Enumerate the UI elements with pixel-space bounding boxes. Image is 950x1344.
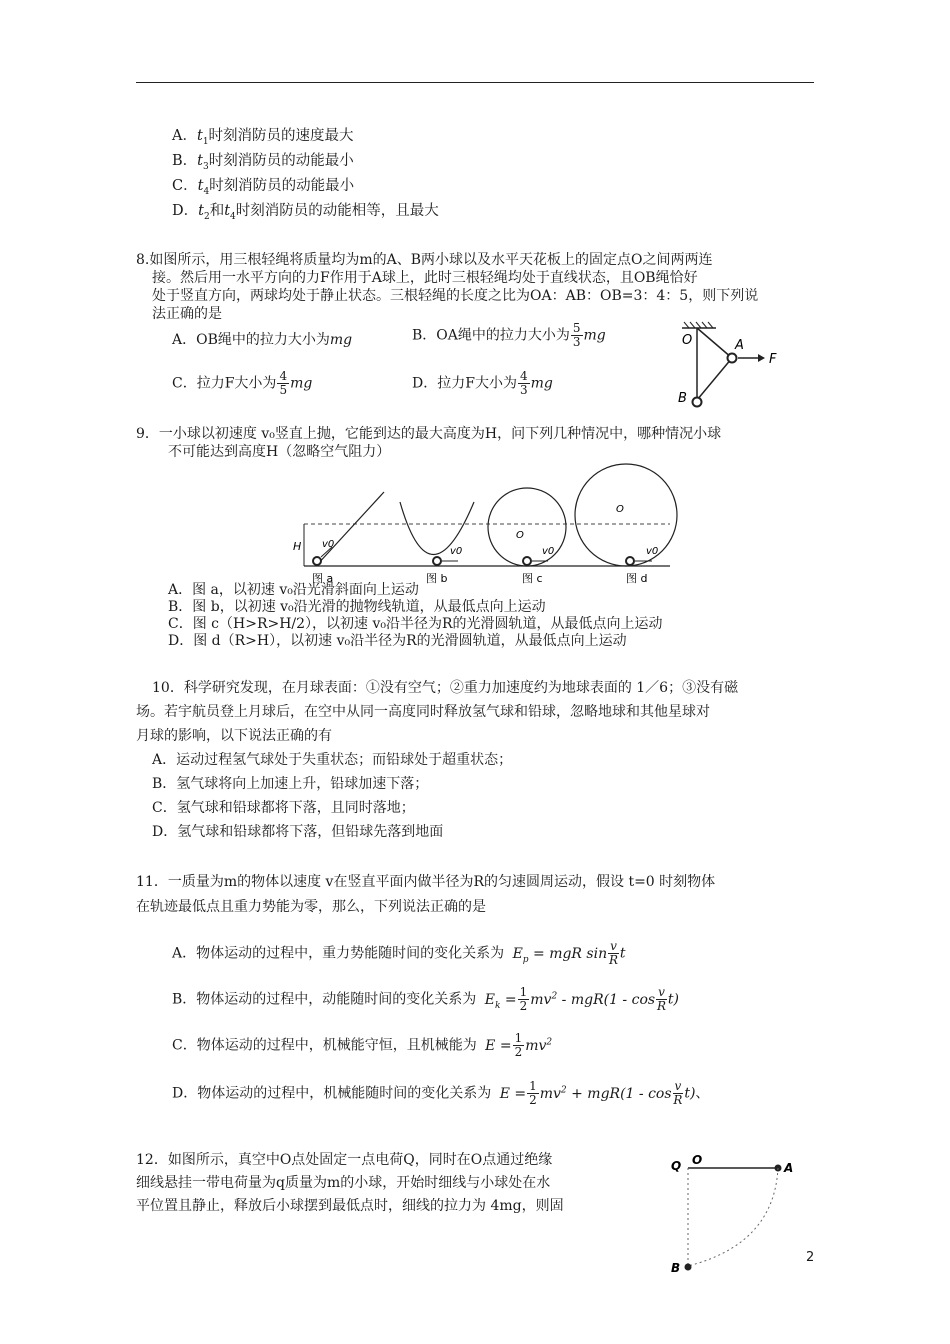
q8-option-b: B．OA绳中的拉力大小为 $\frac{5}{3}$ mg xyxy=(412,321,606,349)
q10-option-a: A．运动过程氢气球处于失重状态；而铅球处于超重状态； xyxy=(152,752,513,768)
svg-text:O: O xyxy=(516,530,524,541)
q11-text-line1: 11．一质量为m的物体以速度 v在竖直平面内做半径为R的匀速圆周运动，假设 t=0 时刻物体 xyxy=(136,874,716,890)
rope-oa xyxy=(697,328,732,358)
q9-text-line1: 9．一小球以初速度 v₀竖直上抛，它能到达的最大高度为H，问下列几种情况中，哪种情况小球 xyxy=(136,426,722,442)
label-fig-a: 图 a xyxy=(312,572,334,585)
svg-text:v0: v0 xyxy=(450,546,463,557)
incline-a xyxy=(316,492,384,566)
label-fig-c: 图 c xyxy=(522,572,543,585)
label-q: Q xyxy=(671,1159,682,1173)
q12-text-line1: 12．如图所示，真空中O点处固定一点电荷Q，同时在O点通过绝缘 xyxy=(136,1152,553,1168)
q10-option-d: D．氢气球和铅球都将下落，但铅球先落到地面 xyxy=(152,824,444,840)
q7-option-b: B．$t_3$时刻消防员的动能最小 xyxy=(172,153,354,172)
q11-option-a: A．物体运动的过程中，重力势能随时间的变化关系为 $E_p$ = mgR sin $\frac{v}{R}$ t xyxy=(172,939,626,967)
q9-option-c: C．图 c（H>R>H/2），以初速 v₀沿半径为R的光滑圆轨道，从最低点向上运动 xyxy=(168,616,663,632)
q8-text-line1: 8.如图所示，用三根轻绳将质量均为m的A、B两小球以及水平天花板上的固定点O之间两两连 xyxy=(136,252,713,268)
parabola-b xyxy=(400,502,474,555)
ball-b xyxy=(693,398,702,407)
label-b: B xyxy=(671,1261,681,1275)
q10-text-line3: 月球的影响，以下说法正确的有 xyxy=(136,728,332,744)
q11-option-c: C．物体运动的过程中，机械能守恒，且机械能为 E = $\frac{1}{2}$ $mv^2$ xyxy=(172,1031,553,1060)
q10-text-line2: 场。若宇航员登上月球后，在空中从同一高度同时释放氢气球和铅球，忽略地球和其他星球对 xyxy=(136,704,710,720)
q11-option-b: B．物体运动的过程中，动能随时间的变化关系为 $E_k$ = $\frac{1}{2}$ $mv^2 - mgR(1$ - cos $\frac{v}{R}$ t) xyxy=(172,985,679,1014)
header-rule xyxy=(136,82,814,83)
ball-a xyxy=(728,354,737,363)
q10-text-line1: 10．科学研究发现，在月球表面：①没有空气；②重力加速度约为地球表面的 1／6；③没有磁 xyxy=(152,680,739,696)
q9-figure xyxy=(290,462,690,590)
q8-figure xyxy=(672,318,792,413)
q9-text-line2: 不可能达到高度H（忽略空气阻力） xyxy=(168,444,391,460)
q9-option-a: A．图 a，以初速 v₀沿光滑斜面向上运动 xyxy=(168,582,419,598)
q8-text-line3: 处于竖直方向，两球均处于静止状态。三根轻绳的长度之比为OA：AB：OB=3：4：5，则下列说 xyxy=(152,288,759,304)
page-number: 2 xyxy=(806,1250,815,1265)
ball-b xyxy=(685,1264,692,1271)
q8-option-c: C．拉力F大小为 $\frac{4}{5}$ mg xyxy=(172,369,313,397)
q11-option-d: D．物体运动的过程中，机械能随时间的变化关系为 E = $\frac{1}{2}$ $mv^2 + mgR(1 - \cos$ $\frac{v}{R}$ t)、 xyxy=(172,1079,710,1108)
svg-text:v0: v0 xyxy=(542,546,555,557)
q9-option-b: B．图 b，以初速 v₀沿光滑的抛物线轨道，从最低点向上运动 xyxy=(168,599,546,615)
svg-text:v0: v0 xyxy=(646,546,659,557)
q12-text-line2: 细线悬挂一带电荷量为q质量为m的小球，开始时细线与小球处在水 xyxy=(136,1175,551,1191)
label-o: O xyxy=(692,1154,703,1167)
q10-option-b: B．氢气球将向上加速上升，铅球加速下落； xyxy=(152,776,429,792)
rope-ab xyxy=(697,358,732,400)
q8-option-a: A．OB绳中的拉力大小为mg xyxy=(172,332,353,348)
label-fig-d: 图 d xyxy=(626,572,648,585)
swing-arc xyxy=(688,1168,778,1266)
label-fig-b: 图 b xyxy=(426,572,448,585)
q8-text-line2: 接。然后用一水平方向的力F作用于A球上，此时三根轻绳均处于直线状态，且OB绳恰好 xyxy=(152,270,698,286)
q11-text-line2: 在轨迹最低点且重力势能为零，那么，下列说法正确的是 xyxy=(136,899,486,915)
label-a: A xyxy=(784,1161,794,1175)
label-b: B xyxy=(678,391,687,406)
label-o: O xyxy=(682,333,693,348)
circle-c xyxy=(488,488,566,566)
q9-option-d: D．图 d（R>H），以初速 v₀沿半径为R的光滑圆轨道，从最低点向上运动 xyxy=(168,633,627,649)
q8-text-line4: 法正确的是 xyxy=(152,306,222,322)
q12-text-line3: 平位置且静止，释放后小球摆到最低点时，细线的拉力为 4mg，则固 xyxy=(136,1198,564,1214)
q12-figure xyxy=(666,1154,806,1280)
q7-option-a: A．$t_1$时刻消防员的速度最大 xyxy=(172,128,354,147)
svg-text:O: O xyxy=(616,504,624,515)
q7-option-c: C．$t_4$时刻消防员的动能最小 xyxy=(172,178,355,197)
q7-option-d: D．$t_2$和$t_4$时刻消防员的动能相等，且最大 xyxy=(172,203,439,222)
label-h: H xyxy=(293,540,302,553)
q8-option-d: D．拉力F大小为 $\frac{4}{3}$ mg xyxy=(412,369,553,397)
circle-d xyxy=(575,464,677,566)
svg-text:v0: v0 xyxy=(322,539,335,550)
label-a: A xyxy=(735,338,744,353)
label-f: F xyxy=(769,352,777,367)
q10-option-c: C．氢气球和铅球都将下落，且同时落地； xyxy=(152,800,415,816)
